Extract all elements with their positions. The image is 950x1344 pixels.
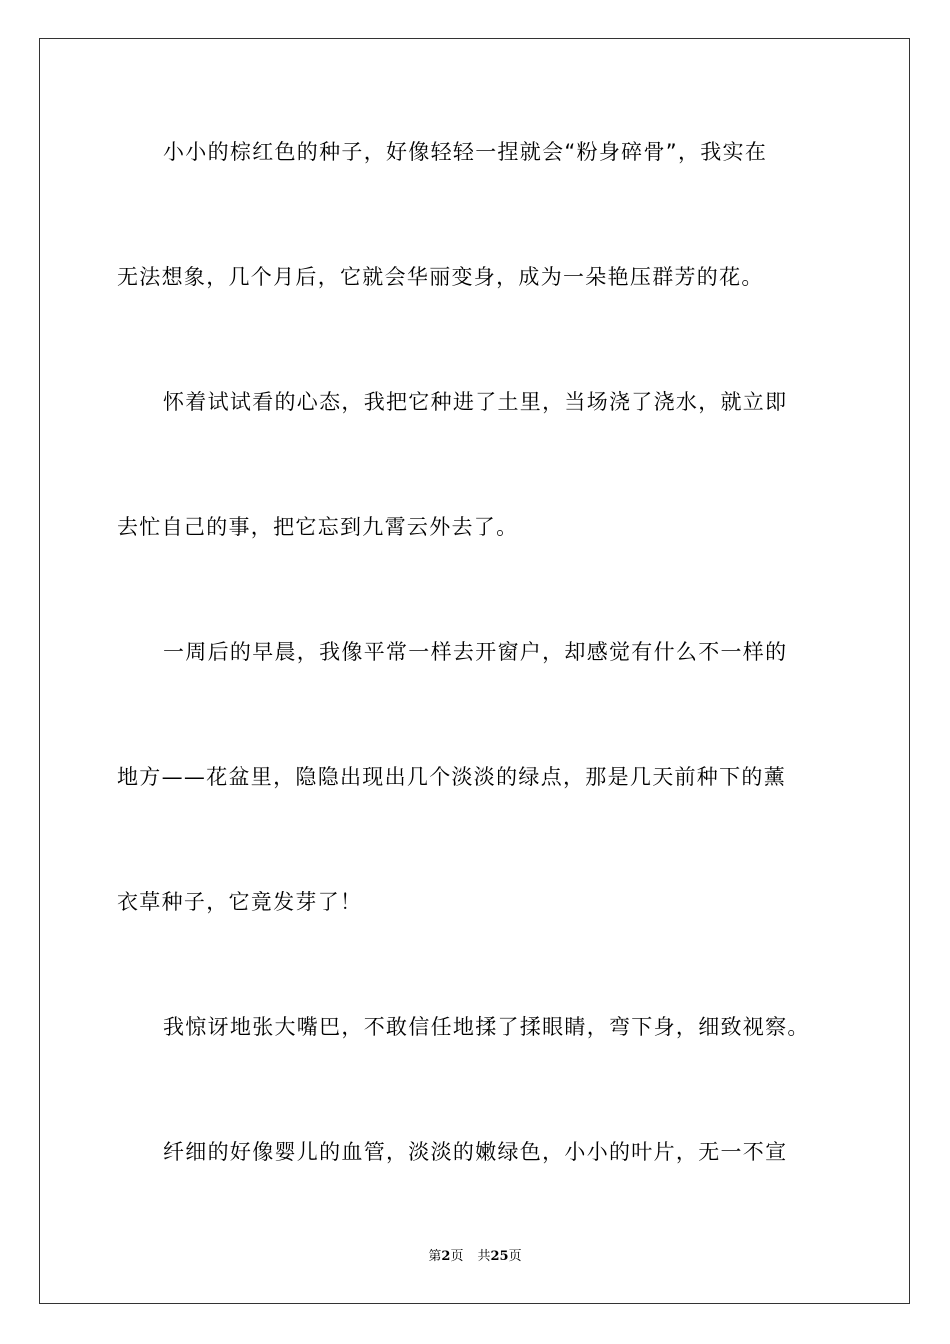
paragraph-line-2: 无法想象，几个月后，它就会华丽变身，成为一朵艳压群芳的花。 <box>117 265 764 289</box>
footer-total-number: 25 <box>490 1249 509 1264</box>
paragraph-line-6: 地方——花盆里，隐隐出现出几个淡淡的绿点，那是几天前种下的薰 <box>117 765 786 789</box>
paragraph-line-8: 我惊讶地张大嘴巴，不敢信任地揉了揉眼睛，弯下身，细致视察。 <box>163 1015 810 1039</box>
paragraph-line-7: 衣草种子，它竟发芽了！ <box>117 890 363 914</box>
paragraph-line-9: 纤细的好像婴儿的血管，淡淡的嫩绿色，小小的叶片，无一不宣 <box>163 1140 788 1164</box>
page-footer <box>0 1248 950 1266</box>
page-border <box>39 38 910 1304</box>
paragraph-line-3: 怀着试试看的心态，我把它种进了土里，当场浇了浇水，就立即 <box>163 390 788 414</box>
footer-page-prefix: 第 <box>428 1249 442 1264</box>
footer-total-suffix: 页 <box>508 1249 522 1264</box>
paragraph-line-1: 小小的棕红色的种子，好像轻轻一捏就会“粉身碎骨”，我实在 <box>163 140 768 164</box>
footer-page-number: 2 <box>441 1249 451 1264</box>
paragraph-line-4: 去忙自己的事，把它忘到九霄云外去了。 <box>117 515 519 539</box>
footer-total-prefix: 共 <box>477 1249 491 1264</box>
paragraph-line-5: 一周后的早晨，我像平常一样去开窗户，却感觉有什么不一样的 <box>163 640 788 664</box>
footer-page-suffix: 页 <box>450 1249 464 1264</box>
